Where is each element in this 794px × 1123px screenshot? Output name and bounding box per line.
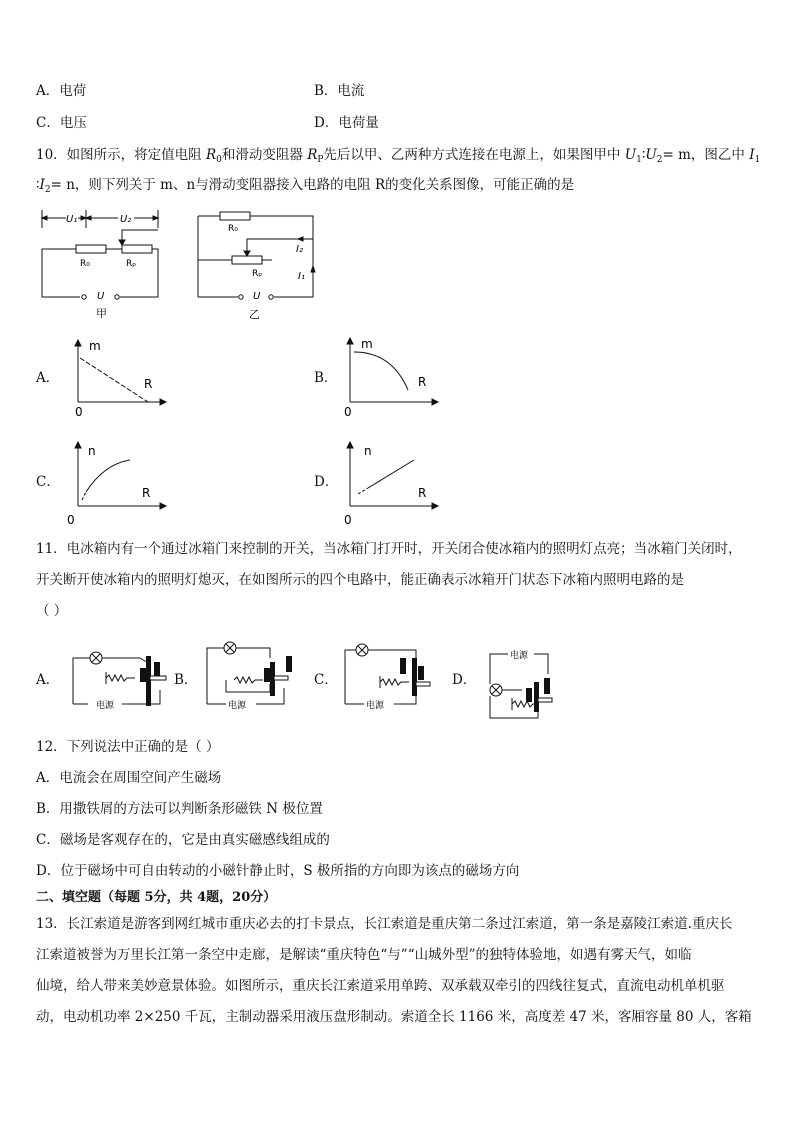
q10-option-a: A． <box>36 370 60 386</box>
label-r0: R₀ <box>228 224 238 234</box>
q13-line4: 动，电动机功率 2×250 千瓦，主制动器采用液压盘形制动。索道全长 1166 米，高度差 47 米，客厢容量 80 人，客箱 <box>36 1009 752 1025</box>
q11-option-b: B． <box>174 672 198 688</box>
graph-a <box>70 336 180 426</box>
graph-c <box>66 438 176 528</box>
q13-line1: 13．长江索道是游客到网红城市重庆必去的打卡景点，长江索道是重庆第二条过江索道，第一条是嘉陵江索道.重庆长 <box>36 916 733 932</box>
circuit-yi <box>192 206 332 321</box>
axis-r: R <box>418 486 427 500</box>
power-source-label: 电源 <box>510 651 529 661</box>
label-rp: Rₚ <box>126 259 137 269</box>
label-u2: U₂ <box>120 214 132 225</box>
axis-n: n <box>364 444 372 458</box>
origin-0: 0 <box>67 513 75 527</box>
label-r0: R₀ <box>80 259 90 269</box>
q10-stem-line2: $∶I_2= n$，则下列关于 m、n与滑动变阻器接入电路的电阻 R的变化关系图像，可能正确的是 <box>36 177 575 195</box>
axis-n: n <box>88 444 96 458</box>
power-source-label: 电源 <box>96 701 115 711</box>
power-source-label: 电源 <box>228 701 247 711</box>
fridge-circuit-d <box>482 644 582 728</box>
q12-option-b: B．用撒铁屑的方法可以判断条形磁铁 N 极位置 <box>36 801 323 817</box>
axis-r: R <box>144 377 153 391</box>
q11-option-d: D． <box>452 672 477 688</box>
origin-0: 0 <box>344 513 352 527</box>
circuit-jia <box>36 206 176 321</box>
q12-option-d: D．位于磁场中可自由转动的小磁针静止时，S 极所指的方向即为该点的磁场方向 <box>36 863 520 879</box>
label-u: U <box>253 291 261 302</box>
origin-0: 0 <box>344 405 352 419</box>
label-u1: U₁ <box>66 214 78 225</box>
label-yi: 乙 <box>249 308 260 321</box>
q10-option-b: B． <box>314 370 338 386</box>
graph-d <box>342 438 452 528</box>
q11-stem-line1: 11．电冰箱内有一个通过冰箱门来控制的开关，当冰箱门打开时，开关闭合使冰箱内的照明灯点亮；当冰箱门关闭时， <box>36 541 742 557</box>
label-rp: Rₚ <box>252 269 263 279</box>
q10-option-c: C． <box>36 474 60 490</box>
q9-option-c: C．电压 <box>36 115 87 131</box>
q9-option-b: B．电流 <box>314 83 365 99</box>
fridge-circuit-c <box>342 638 442 714</box>
q9-option-a: A．电荷 <box>36 83 87 99</box>
q13-line2: 江索道被誉为万里长江第一条空中走廊，是解读“重庆特色“与”“山城外型”的独特体验地，如遇有雾天气，如临 <box>36 947 692 963</box>
axis-m: m <box>361 337 373 351</box>
label-jia: 甲 <box>96 307 107 320</box>
axis-r: R <box>142 486 151 500</box>
q9-option-d: D．电荷量 <box>314 115 379 131</box>
q11-stem-line3: （ ） <box>36 603 68 619</box>
q10-stem-line1: 10．如图所示，将定值电阻 $R_0$和滑动变阻器 $R_P$先后以甲、乙两种方式连接在电源上，如果图甲中 $U_1∶U_2= m$，图乙中 $I_1$ <box>36 147 761 165</box>
label-u: U <box>97 291 105 302</box>
q11-stem-line2: 开关断开使冰箱内的照明灯熄灭，在如图所示的四个电路中，能正确表示冰箱开门状态下冰箱内照明电路的是 <box>36 572 684 588</box>
power-source-label: 电源 <box>366 701 385 711</box>
fridge-circuit-a <box>70 646 170 718</box>
section-heading: 二、填空题（每题 5分，共 4题，20分） <box>36 890 277 905</box>
q12-option-c: C．磁场是客观存在的，它是由真实磁感线组成的 <box>36 832 330 848</box>
origin-0: 0 <box>75 405 83 419</box>
q12-option-a: A．电流会在周围空间产生磁场 <box>36 770 222 786</box>
label-i1: I₁ <box>298 271 305 282</box>
axis-r: R <box>418 375 427 389</box>
q10-option-d: D． <box>314 474 339 490</box>
q13-line3: 仙境，给人带来美妙意景体验。如图所示，重庆长江索道采用单跨、双承载双牵引的四线往复式，直流电动机单机驱 <box>36 978 725 994</box>
graph-b <box>342 334 452 424</box>
label-i2: I₂ <box>296 244 303 255</box>
q12-stem: 12．下列说法中正确的是（ ） <box>36 739 220 755</box>
q11-option-c: C． <box>314 672 338 688</box>
axis-m: m <box>89 339 101 353</box>
q11-option-a: A． <box>36 672 60 688</box>
fridge-circuit-b <box>204 640 304 716</box>
